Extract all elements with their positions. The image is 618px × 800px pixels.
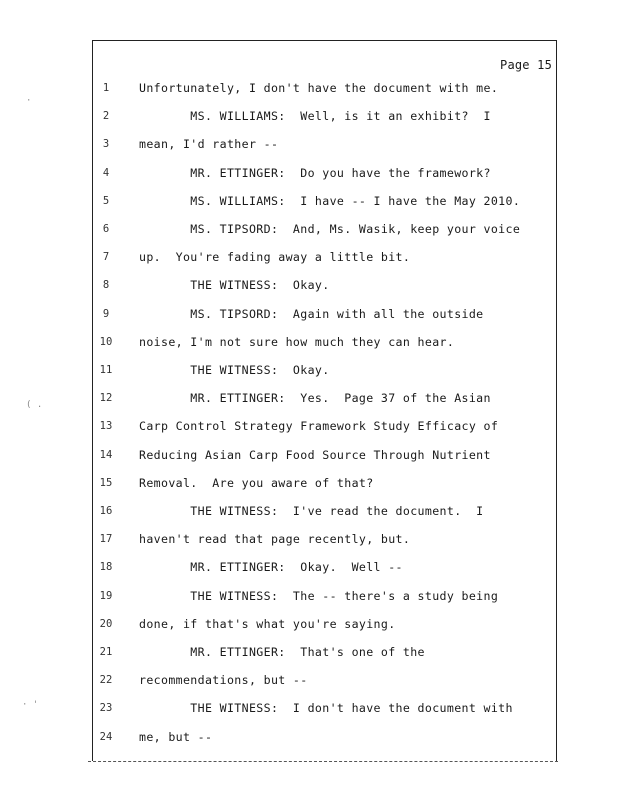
line-number: 8 <box>102 279 110 292</box>
line-text: THE WITNESS: Okay. <box>139 278 330 293</box>
transcript-line <box>93 247 556 267</box>
line-text: up. You're fading away a little bit. <box>139 250 411 265</box>
line-number: 3 <box>102 138 110 151</box>
line-text: MS. TIPSORD: Again with all the outside <box>139 306 484 321</box>
line-text: Carp Control Strategy Framework Study Efficacy of <box>139 419 499 434</box>
line-number: 11 <box>99 364 113 376</box>
line-text: THE WITNESS: I've read the document. I <box>139 504 484 518</box>
transcript-line <box>93 78 556 98</box>
line-text: Removal. Are you aware of that? <box>139 475 374 490</box>
line-number: 12 <box>99 392 113 405</box>
line-text: MR. ETTINGER: That's one of the <box>139 645 425 659</box>
line-number: 4 <box>102 166 110 179</box>
line-text: haven't read that page recently, but. <box>139 532 411 547</box>
transcript-line <box>93 670 556 690</box>
transcript-line <box>93 163 556 183</box>
transcript-line <box>93 191 556 211</box>
line-text: THE WITNESS: I don't have the document with <box>139 701 513 716</box>
transcript-line <box>93 614 556 634</box>
transcript-line <box>93 642 556 662</box>
line-text: mean, I'd rather -- <box>139 137 279 152</box>
line-number: 23 <box>99 702 113 715</box>
transcript-line <box>93 529 556 549</box>
transcript-line <box>93 586 556 606</box>
line-text: Unfortunately, I don't have the document with me. <box>139 81 499 95</box>
line-text: THE WITNESS: The -- there's a study being <box>139 588 499 603</box>
line-number: 5 <box>102 194 110 207</box>
line-text: Reducing Asian Carp Food Source Through Nutrient <box>139 447 491 462</box>
transcript-line <box>93 219 556 239</box>
line-number: 6 <box>102 223 110 235</box>
line-number: 19 <box>99 589 113 602</box>
line-number: 17 <box>99 533 113 546</box>
transcript-line <box>93 501 556 521</box>
scan-speck: ( . <box>26 400 43 410</box>
line-text: noise, I'm not sure how much they can hear. <box>139 334 455 349</box>
line-text: THE WITNESS: Okay. <box>139 363 330 377</box>
line-number: 9 <box>102 307 110 320</box>
line-text: MR. ETTINGER: Do you have the framework? <box>139 165 491 180</box>
line-number: 20 <box>99 617 113 630</box>
transcript-line <box>93 106 556 126</box>
line-number: 21 <box>99 646 113 658</box>
page-number: Page 15 <box>500 58 552 72</box>
scan-speck: · <box>26 96 32 106</box>
transcript-line <box>93 275 556 295</box>
transcript-line <box>93 416 556 436</box>
line-text: MS. WILLIAMS: Well, is it an exhibit? I <box>139 109 491 124</box>
line-number: 2 <box>102 110 110 123</box>
transcript-page <box>92 40 557 761</box>
line-number: 18 <box>99 561 113 574</box>
transcript-line <box>93 445 556 465</box>
transcript-line <box>93 304 556 324</box>
transcript-line <box>93 727 556 747</box>
transcript-line <box>93 332 556 352</box>
transcript-line <box>93 473 556 493</box>
transcript-line <box>93 388 556 408</box>
line-number: 22 <box>99 674 113 687</box>
line-text: recommendations, but -- <box>139 673 308 688</box>
line-number: 24 <box>99 730 113 743</box>
line-number: 13 <box>99 420 113 433</box>
line-text: MS. WILLIAMS: I have -- I have the May 2010. <box>139 193 521 208</box>
line-number: 15 <box>99 476 113 489</box>
line-text: MR. ETTINGER: Yes. Page 37 of the Asian <box>139 391 491 406</box>
transcript-line <box>93 698 556 718</box>
scan-speck: · ' <box>22 700 39 710</box>
transcript-line <box>93 360 556 380</box>
line-number: 7 <box>102 251 110 264</box>
line-text: MS. TIPSORD: And, Ms. Wasik, keep your voice <box>139 222 521 236</box>
line-text: MR. ETTINGER: Okay. Well -- <box>139 560 403 575</box>
transcript-line <box>93 134 556 154</box>
line-text: done, if that's what you're saying. <box>139 616 396 631</box>
line-number: 1 <box>102 82 110 94</box>
bottom-rule <box>88 761 558 762</box>
transcript-line <box>93 557 556 577</box>
line-text: me, but -- <box>139 729 213 744</box>
line-number: 10 <box>99 335 113 348</box>
line-number: 16 <box>99 505 113 517</box>
line-number: 14 <box>99 448 113 461</box>
